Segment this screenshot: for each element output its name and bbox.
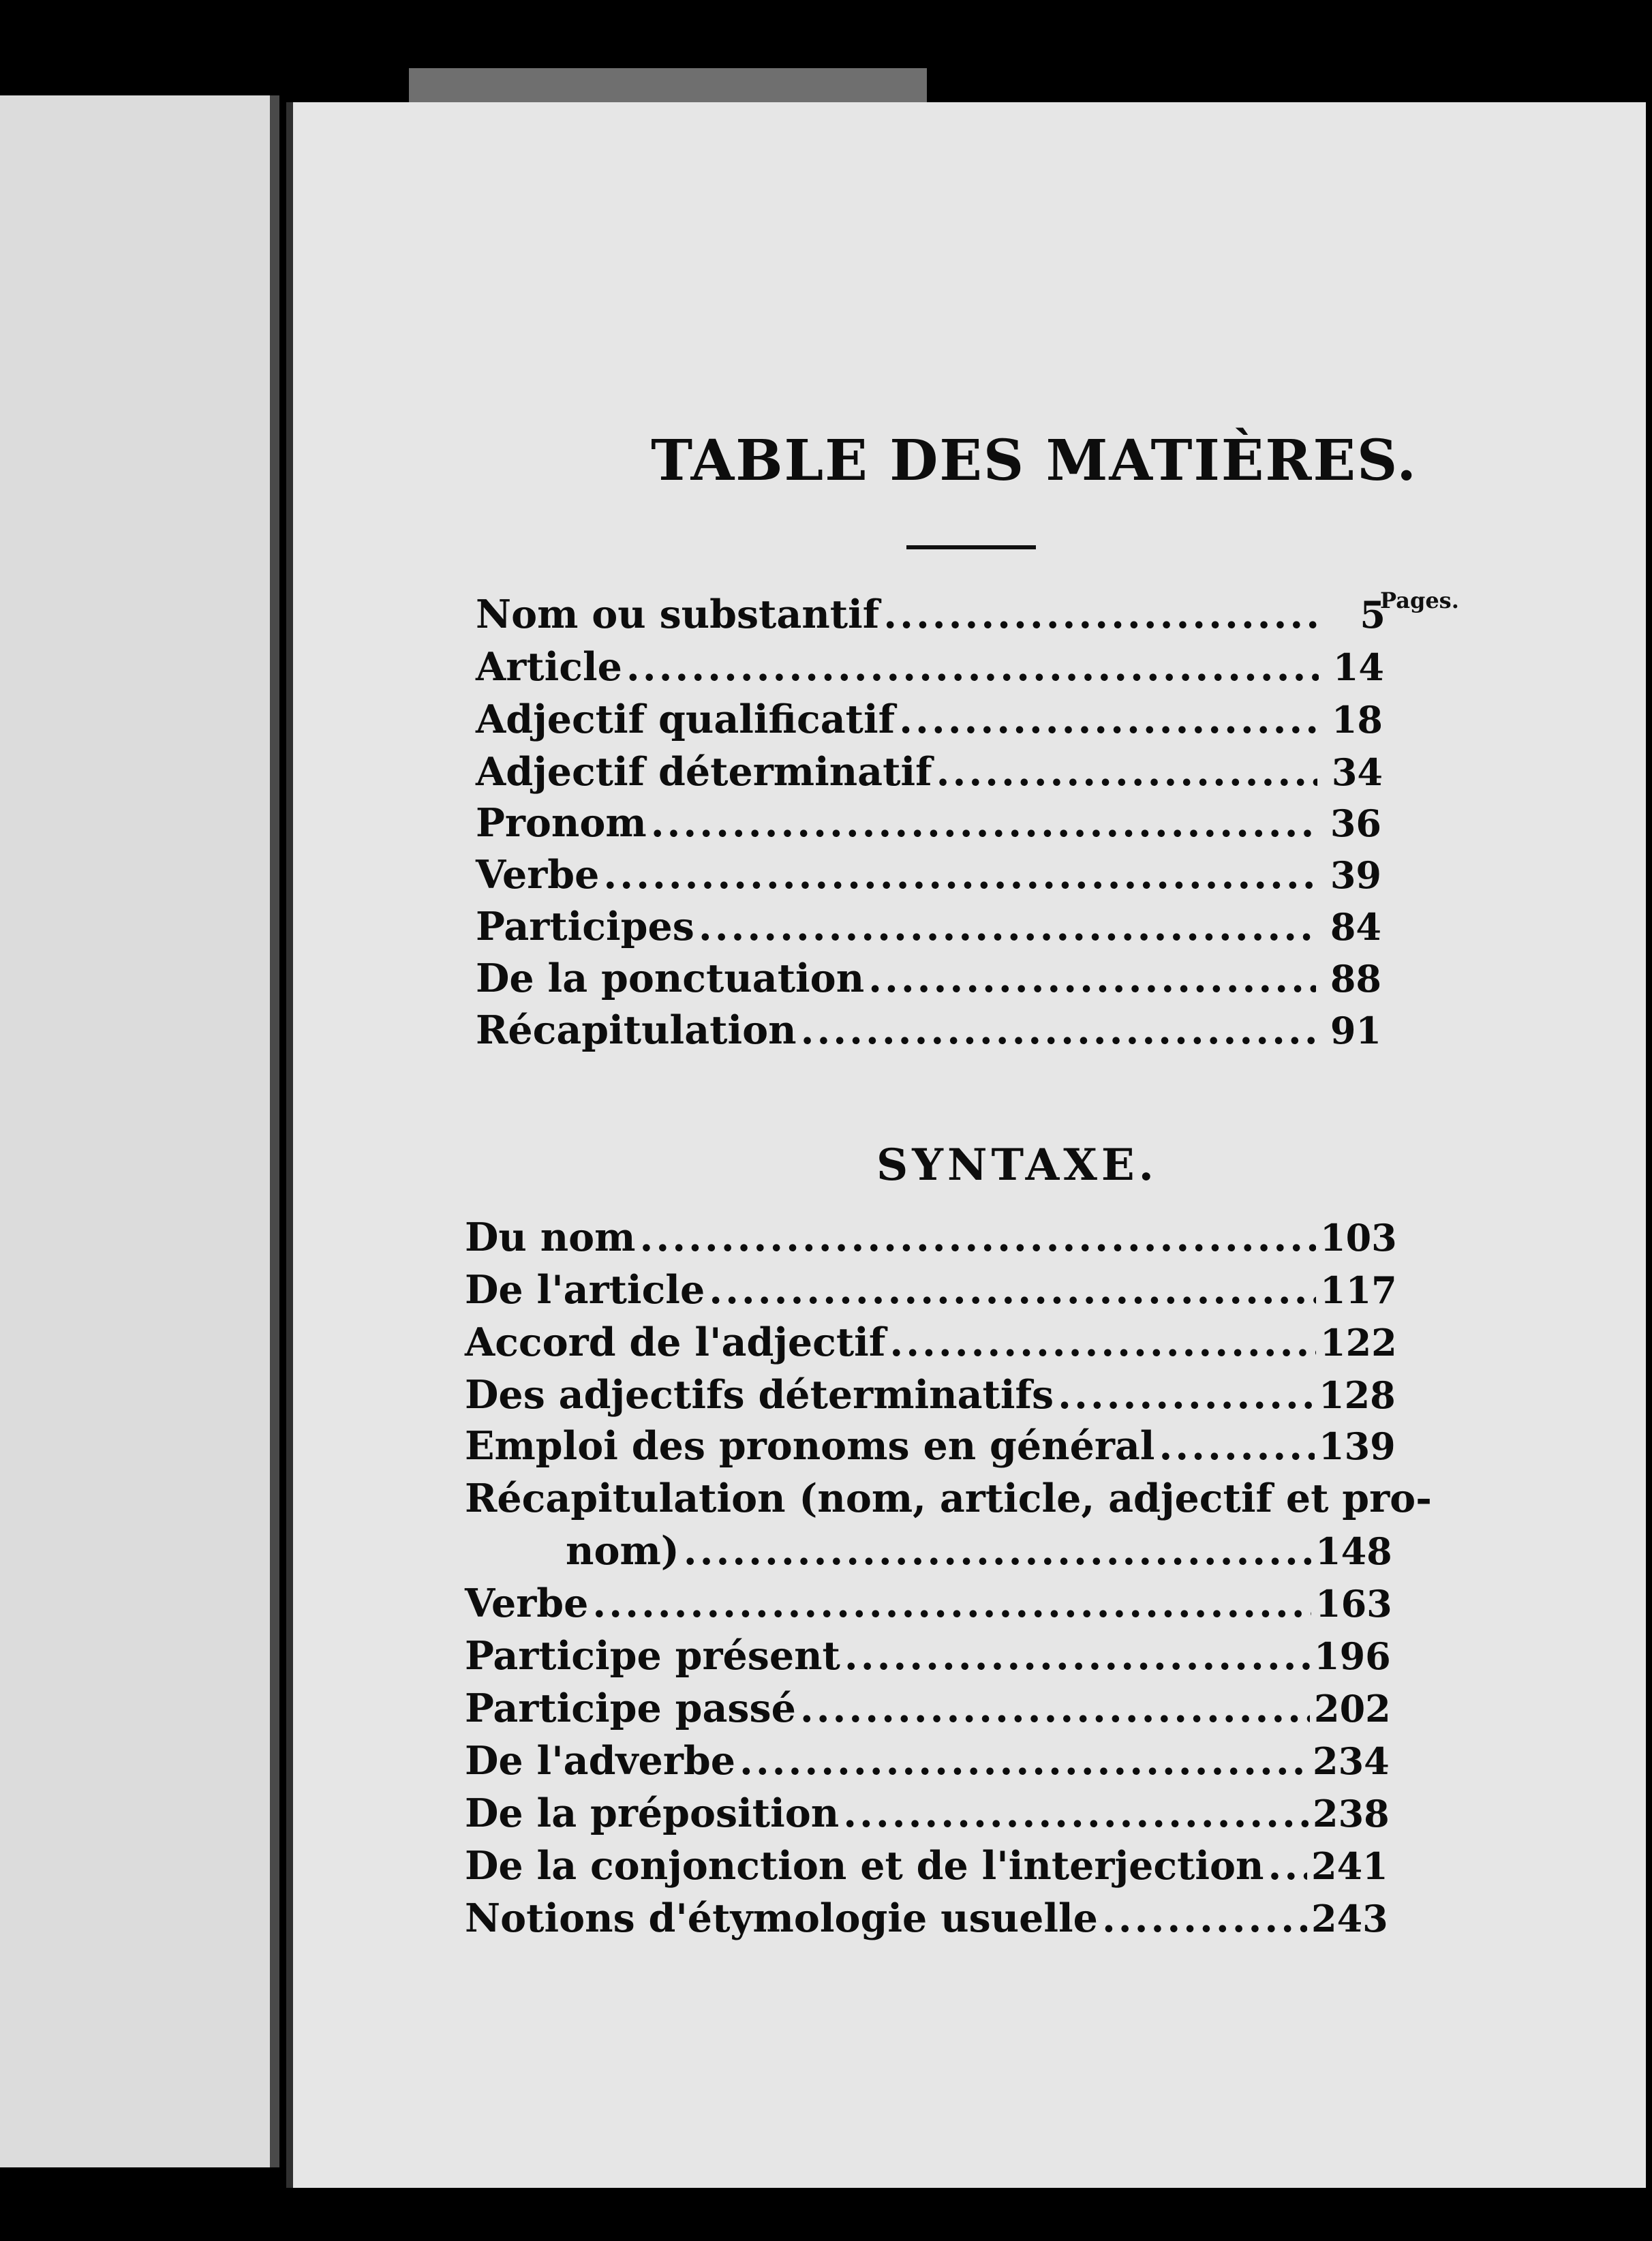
toc-entry-label: Emploi des pronoms en général	[465, 1423, 1155, 1469]
dot-leader	[1159, 1423, 1315, 1469]
dot-leader	[1268, 1843, 1307, 1889]
toc-page-number: 238	[1313, 1792, 1390, 1835]
right-page	[286, 102, 1646, 2188]
toc-page-number: 139	[1319, 1424, 1396, 1468]
pages-column-label: Pages.	[1380, 588, 1459, 613]
toc-row	[465, 1423, 1396, 1475]
dot-leader	[889, 1320, 1316, 1365]
toc-entry-label: Adjectif qualificatif	[476, 697, 896, 742]
toc-row	[476, 800, 1381, 852]
toc-row	[465, 1267, 1397, 1319]
toc-entry-label: Verbe	[465, 1581, 589, 1626]
dot-leader	[1058, 1372, 1315, 1418]
toc-page-number: 14	[1332, 645, 1384, 689]
toc-page-number: 163	[1315, 1582, 1392, 1626]
page-title: TABLE DES MATIÈRES.	[651, 428, 1418, 493]
dot-leader	[684, 1528, 1311, 1574]
toc-row	[476, 592, 1386, 643]
toc-entry-label: Accord de l'adjectif	[465, 1320, 886, 1365]
dot-leader	[868, 956, 1316, 1001]
toc-row	[476, 1007, 1381, 1059]
toc-row	[566, 1528, 1392, 1580]
dot-leader	[883, 592, 1320, 637]
toc-page-number: 39	[1330, 853, 1381, 897]
dot-leader	[899, 697, 1317, 742]
dot-leader	[936, 749, 1317, 795]
toc-row	[465, 1372, 1396, 1424]
toc-page-number: 5	[1360, 593, 1386, 637]
toc-page-number: 18	[1331, 698, 1383, 742]
toc-entry-label: De l'adverbe	[465, 1738, 735, 1784]
toc-entry-label: Récapitulation	[476, 1007, 797, 1053]
toc-entry-label: Notions d'étymologie usuelle	[465, 1895, 1098, 1941]
toc-row	[465, 1215, 1397, 1266]
toc-entry-label: Verbe	[476, 852, 600, 898]
toc-row	[476, 956, 1381, 1007]
toc-entry-label: Pronom	[476, 800, 647, 846]
dot-leader	[709, 1267, 1316, 1313]
toc-row	[465, 1895, 1388, 1947]
dot-leader	[844, 1633, 1310, 1679]
toc-row	[476, 644, 1384, 696]
toc-row	[476, 904, 1381, 956]
dot-leader	[640, 1215, 1317, 1260]
dot-leader	[592, 1581, 1311, 1626]
toc-row	[476, 697, 1383, 748]
toc-page-number: 84	[1330, 905, 1381, 949]
toc-page-number: 36	[1330, 802, 1381, 845]
toc-page-number: 88	[1330, 957, 1381, 1001]
toc-entry-label: De la conjonction et de l'interjection	[465, 1843, 1264, 1889]
toc-page-number: 202	[1314, 1687, 1391, 1731]
toc-page-number: 103	[1320, 1216, 1397, 1260]
toc-entry-label: Adjectif déterminatif	[476, 749, 932, 795]
dot-leader	[843, 1790, 1309, 1836]
title-divider	[906, 545, 1036, 549]
toc-page-number: 117	[1320, 1268, 1397, 1312]
toc-page-number: 128	[1319, 1373, 1396, 1417]
toc-row	[465, 1581, 1392, 1632]
toc-page-number: 148	[1315, 1529, 1392, 1573]
left-page	[0, 95, 279, 2167]
toc-entry-label: De la ponctuation	[476, 956, 865, 1001]
dot-leader	[1102, 1895, 1307, 1941]
dot-leader	[699, 904, 1316, 949]
toc-entry-label: Des adjectifs déterminatifs	[465, 1372, 1054, 1418]
toc-entry-label: Nom ou substantif	[476, 592, 880, 637]
toc-entry-label: Article	[476, 644, 622, 690]
toc-entry-label: Participe passé	[465, 1686, 796, 1731]
toc-page-number: 196	[1314, 1634, 1391, 1678]
dot-leader	[651, 800, 1316, 846]
toc-entry-label: Participes	[476, 904, 694, 949]
toc-row	[465, 1790, 1390, 1842]
toc-page-number: 234	[1313, 1739, 1390, 1783]
section-heading-syntax: SYNTAXE.	[876, 1140, 1158, 1191]
dot-leader	[739, 1738, 1309, 1784]
toc-row	[476, 749, 1383, 801]
toc-page-number: 91	[1330, 1009, 1381, 1052]
toc-entry-label: De l'article	[465, 1267, 705, 1313]
toc-row	[476, 852, 1381, 904]
toc-entry-label: De la préposition	[465, 1790, 840, 1836]
toc-page-number: 243	[1311, 1897, 1388, 1940]
toc-row	[465, 1686, 1391, 1737]
book-spine	[270, 95, 279, 2167]
dot-leader	[626, 644, 1319, 690]
toc-row	[465, 1320, 1397, 1371]
toc-entry-label: Du nom	[465, 1215, 636, 1260]
dot-leader	[603, 852, 1316, 898]
toc-row	[465, 1738, 1390, 1790]
toc-entry-label: nom)	[566, 1528, 679, 1574]
toc-entry-label: Participe présent	[465, 1633, 840, 1679]
toc-entry-label: Récapitulation (nom, article, adjectif et pro-	[465, 1476, 1432, 1521]
toc-row	[465, 1633, 1391, 1685]
dot-leader	[800, 1686, 1310, 1731]
dot-leader	[801, 1007, 1316, 1053]
toc-page-number: 241	[1311, 1844, 1388, 1888]
toc-page-number: 122	[1320, 1321, 1397, 1365]
toc-page-number: 34	[1331, 750, 1383, 794]
toc-row	[465, 1843, 1388, 1895]
